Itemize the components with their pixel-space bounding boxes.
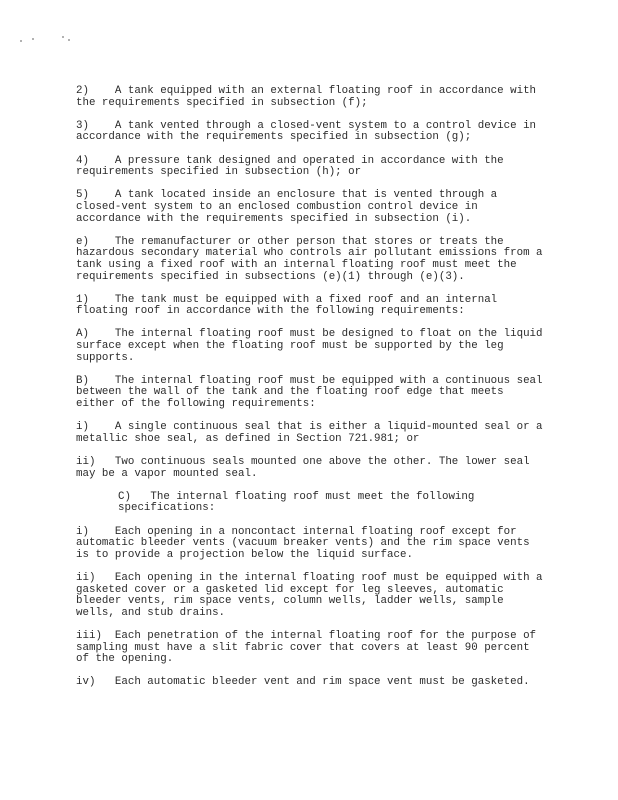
- paragraph-C-ii: ii) Each opening in the internal floating roof must be equipped with a gasketed cover or a gasketed lid except for leg sleeves, automatic bleeder vents, rim space vents, column wells, ladder wells, sample wells, and stub drains.: [76, 571, 543, 619]
- paragraph-e: e) The remanufacturer or other person that stores or treats the hazardous secondary material who controls air pollutant emissions from a tank using a fixed roof with an internal floating roof must meet the requirements specified in subsections (e)(1) through (e)(3).: [76, 235, 543, 283]
- paragraph-A: A) The internal floating roof must be designed to float on the liquid surface except when the floating roof must be supported by the leg supports.: [76, 328, 543, 364]
- paragraph-C-iv: iv) Each automatic bleeder vent and rim space vent must be gasketed.: [76, 676, 530, 689]
- paragraph-B-i: i) A single continuous seal that is either a liquid-mounted seal or a metallic shoe seal, as defined in Section 721.981; or: [76, 421, 543, 445]
- scan-speck: [20, 40, 22, 42]
- paragraph-4: 4) A pressure tank designed and operated in accordance with the requirements specified in subsection (h); or: [76, 154, 504, 179]
- paragraph-2: 2) A tank equipped with an external floating roof in accordance with the requirements specified in subsection (f);: [76, 85, 537, 109]
- paragraph-C-i: i) Each opening in a noncontact internal floating roof except for automatic bleeder vents (vacuum breaker vents) and the rim space vents is to provide a projection below the liquid surface.: [76, 525, 530, 561]
- scan-speck: [32, 38, 34, 40]
- paragraph-C: C) The internal floating roof must meet the following specifications:: [118, 490, 475, 515]
- scan-speck: [62, 36, 64, 38]
- paragraph-B: B) The internal floating roof must be equipped with a continuous seal between the wall of the tank and the floating roof edge that meets either of the following requirements:: [76, 374, 543, 411]
- paragraph-e1: 1) The tank must be equipped with a fixed roof and an internal floating roof in accordance with the following requirements:: [76, 293, 498, 318]
- paragraph-5: 5) A tank located inside an enclosure that is vented through a closed-vent system to an enclosed combustion control device in accordance with the requirements specified in subsection (i).: [76, 189, 498, 225]
- paragraph-C-iii: iii) Each penetration of the internal floating roof for the purpose of sampling must have a slit fabric cover that covers at least 90 percent of the opening.: [76, 629, 537, 666]
- paragraph-3: 3) A tank vented through a closed-vent system to a control device in accordance with the requirements specified in subsection (g);: [76, 119, 537, 144]
- scan-speck: [68, 39, 70, 41]
- document-body: [76, 86, 546, 700]
- paragraph-B-ii: ii) Two continuous seals mounted one above the other. The lower seal may be a vapor mounted seal.: [76, 456, 530, 480]
- scan-specks: [18, 30, 78, 50]
